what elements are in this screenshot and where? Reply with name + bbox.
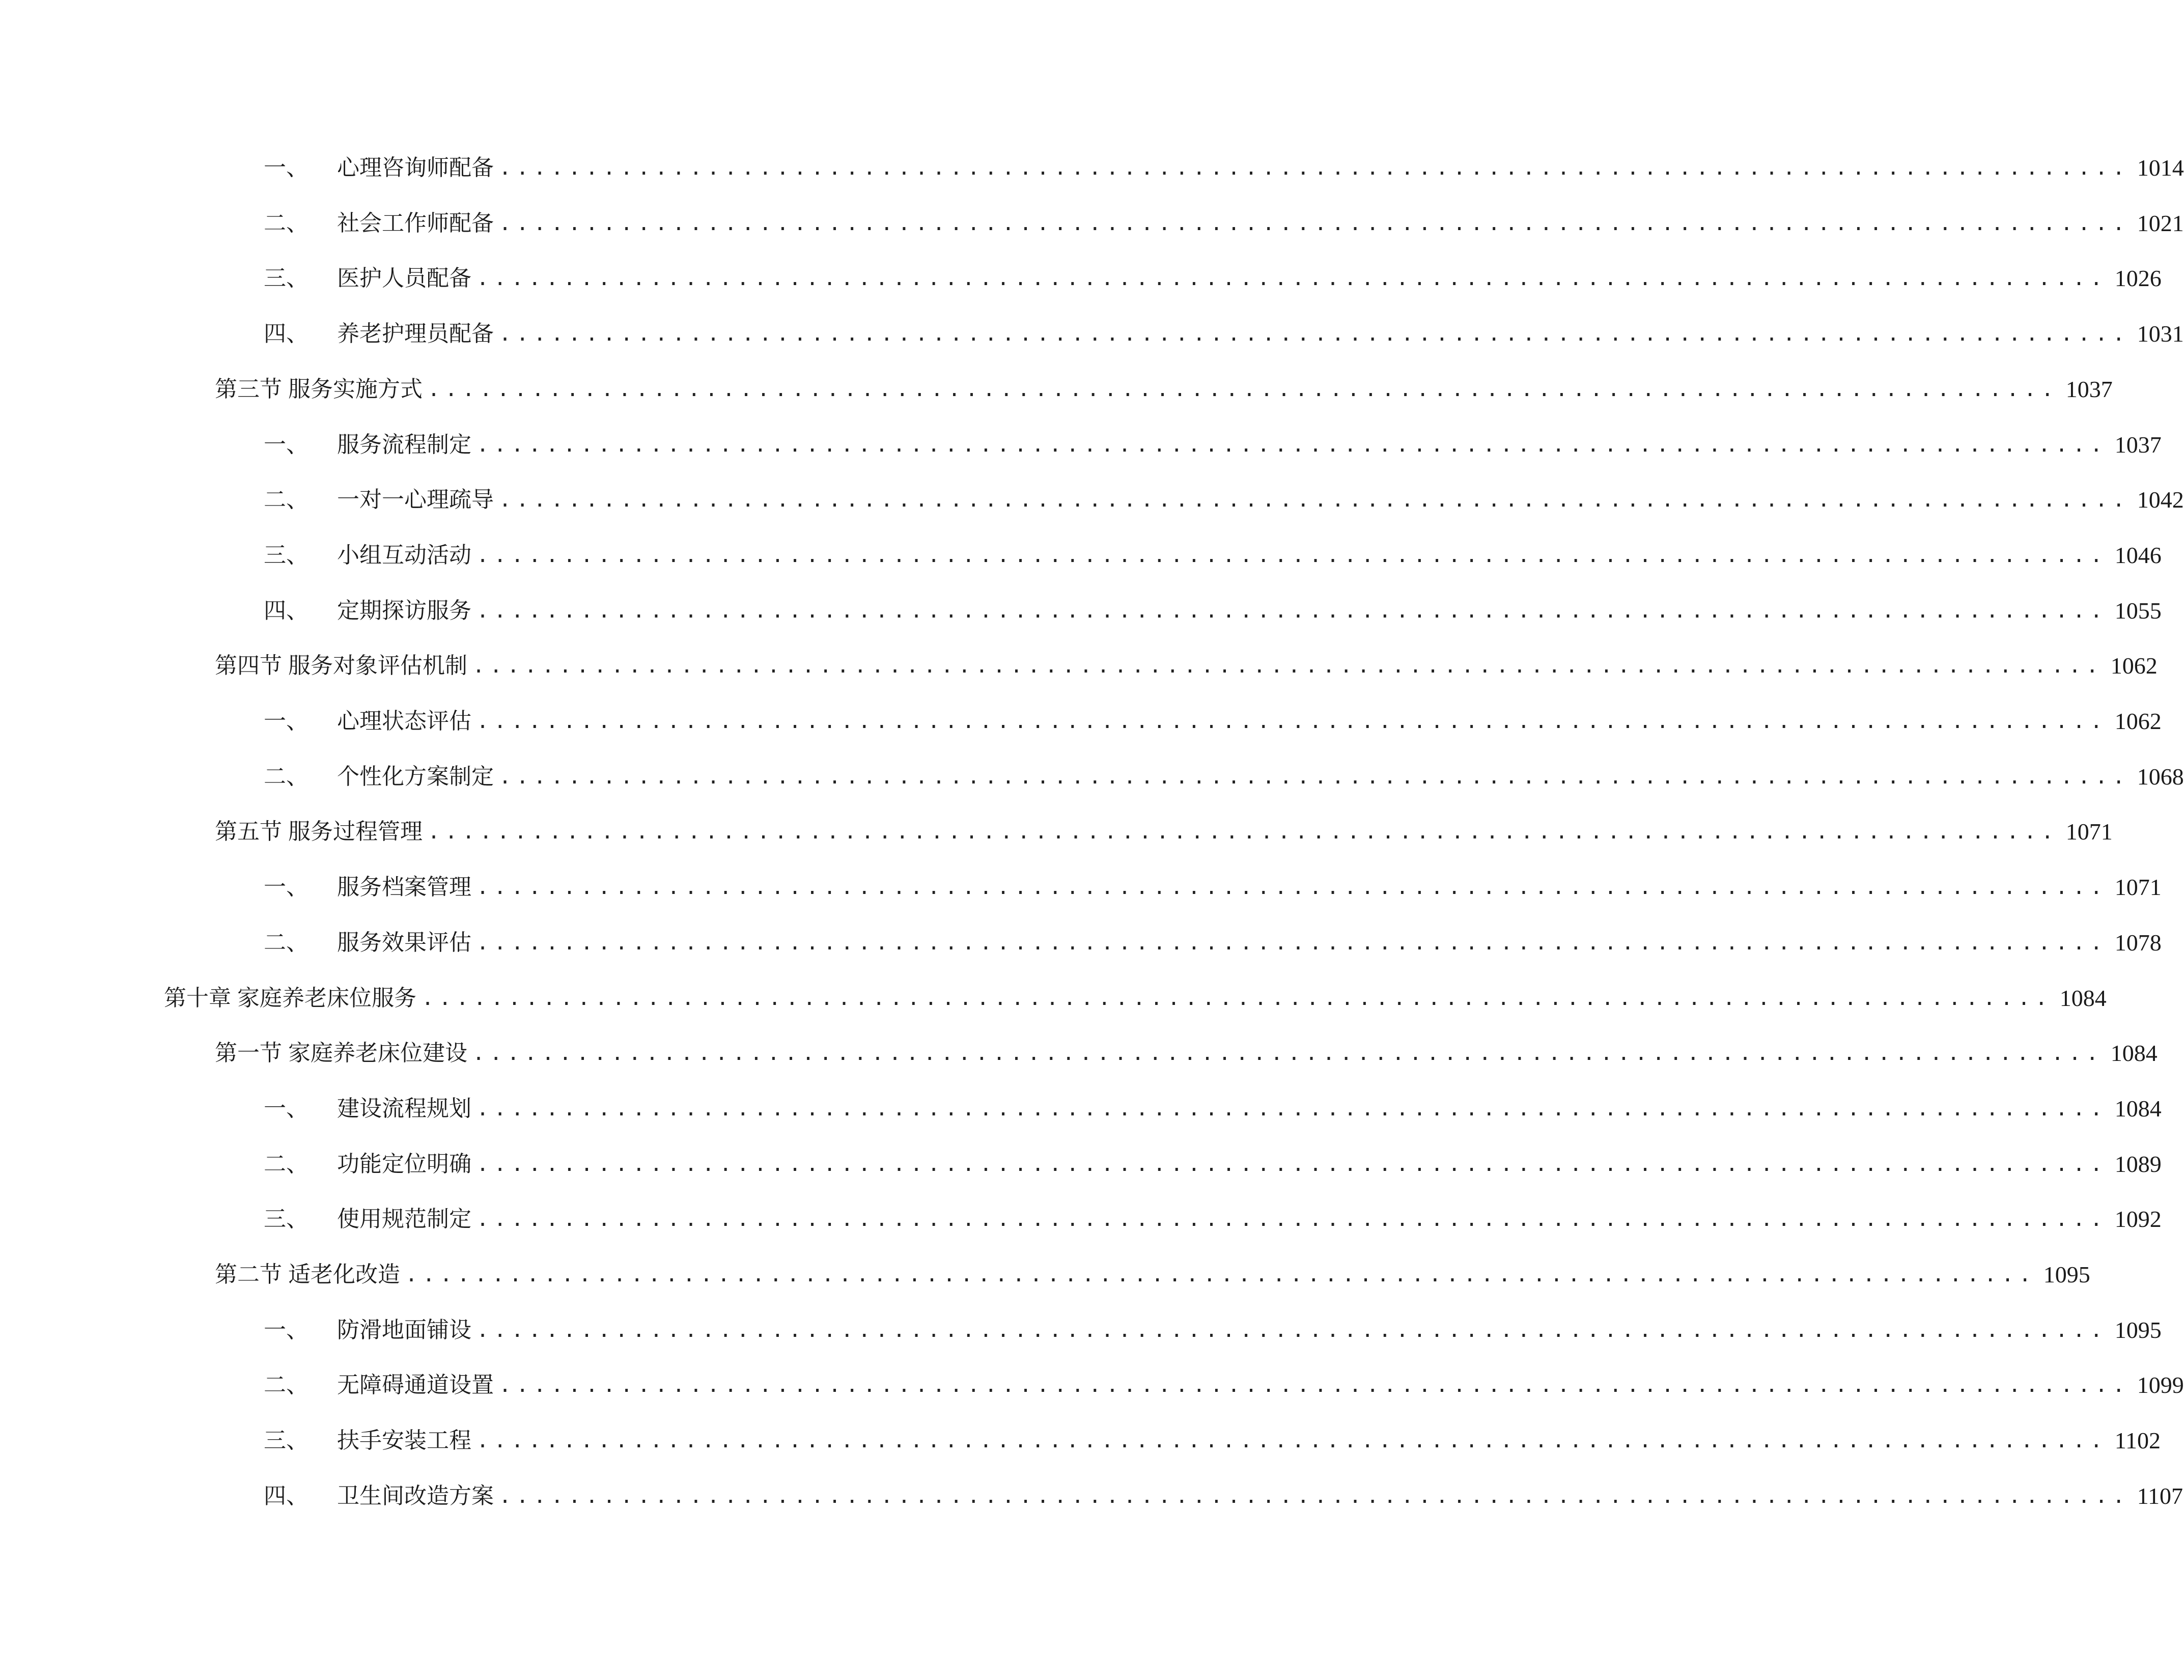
dot-leader: ..............................................................................................	[477, 710, 2108, 733]
entry-page-number: 1078	[2114, 930, 2162, 956]
entry-page-number: 1084	[2059, 985, 2107, 1011]
toc-entry[interactable]	[264, 425, 2162, 465]
toc-entry[interactable]	[264, 867, 2162, 908]
entry-title: 服务实施方式	[288, 376, 423, 402]
entry-page-number: 1084	[2110, 1040, 2158, 1066]
toc-entry[interactable]	[264, 314, 2184, 354]
entry-page-number: 1095	[2114, 1317, 2162, 1343]
dot-leader: ..............................................................................................	[499, 212, 2130, 235]
entry-title: 家庭养老床位建设	[288, 1040, 467, 1066]
entry-number: 一、	[264, 708, 309, 734]
entry-page-number: 1046	[2114, 542, 2162, 568]
entry-title: 个性化方案制定	[337, 764, 494, 790]
entry-number: 第三节	[215, 376, 282, 402]
entry-number: 三、	[264, 1427, 309, 1453]
entry-page-number: 1021	[2137, 210, 2184, 236]
entry-number: 三、	[264, 542, 309, 568]
entry-number: 一、	[264, 1096, 309, 1122]
entry-page-number: 1084	[2114, 1096, 2162, 1122]
dot-leader: ..............................................................................................	[499, 1374, 2130, 1397]
entry-page-number: 1068	[2137, 764, 2184, 790]
entry-title: 建设流程规划	[337, 1096, 471, 1122]
toc-entry[interactable]	[264, 1144, 2162, 1185]
dot-leader: ..............................................................................................	[499, 765, 2130, 789]
entry-title: 扶手安装工程	[337, 1427, 471, 1453]
toc-entry[interactable]	[264, 591, 2162, 631]
entry-page-number: 1014	[2137, 155, 2184, 181]
entry-title: 服务档案管理	[337, 874, 471, 900]
entry-number: 四、	[264, 321, 309, 347]
entry-title: 心理状态评估	[337, 708, 471, 734]
entry-number: 二、	[264, 210, 309, 236]
entry-number: 二、	[264, 930, 309, 956]
toc-entry[interactable]	[264, 1365, 2184, 1406]
dot-leader: ..............................................................................................	[477, 1153, 2108, 1176]
toc-entry[interactable]	[264, 148, 2184, 188]
dot-leader: ..............................................................................................	[405, 1263, 2036, 1286]
entry-title: 心理咨询师配备	[337, 155, 494, 181]
dot-leader: ..............................................................................................	[477, 599, 2108, 623]
entry-title: 功能定位明确	[337, 1151, 471, 1177]
entry-number: 一、	[264, 155, 309, 181]
entry-title: 小组互动活动	[337, 542, 471, 568]
entry-number: 一、	[264, 432, 309, 458]
entry-number: 二、	[264, 1372, 309, 1398]
dot-leader: ..............................................................................................	[477, 267, 2108, 290]
entry-number: 四、	[264, 1483, 309, 1509]
toc-entry[interactable]	[215, 646, 2158, 686]
entry-page-number: 1055	[2114, 598, 2162, 624]
toc-entry[interactable]	[264, 203, 2184, 244]
entry-number: 二、	[264, 764, 309, 790]
entry-page-number: 1062	[2110, 653, 2158, 679]
toc-entry[interactable]	[215, 1254, 2090, 1295]
entry-page-number: 1071	[2114, 874, 2162, 900]
toc-entry[interactable]	[264, 480, 2184, 520]
entry-page-number: 1037	[2065, 376, 2113, 402]
entry-number: 三、	[264, 1206, 309, 1232]
toc-entry[interactable]	[264, 1476, 2183, 1517]
toc-entry[interactable]	[215, 811, 2113, 852]
entry-title: 医护人员配备	[337, 265, 471, 291]
dot-leader: ..............................................................................................	[477, 544, 2108, 567]
entry-title: 使用规范制定	[337, 1206, 471, 1232]
dot-leader: ..............................................................................................	[422, 987, 2053, 1010]
toc-entry[interactable]	[264, 922, 2162, 963]
entry-page-number: 1107	[2137, 1483, 2183, 1509]
dot-leader: ..............................................................................................	[428, 820, 2059, 844]
dot-leader: ..............................................................................................	[428, 378, 2059, 401]
entry-title: 社会工作师配备	[337, 210, 494, 236]
entry-title: 定期探访服务	[337, 598, 471, 624]
toc-entry[interactable]	[215, 369, 2113, 410]
dot-leader: ..............................................................................................	[477, 1208, 2108, 1231]
entry-number: 三、	[264, 265, 309, 291]
dot-leader: ..............................................................................................	[499, 1485, 2130, 1508]
entry-title: 服务流程制定	[337, 432, 471, 458]
entry-title: 防滑地面铺设	[337, 1317, 471, 1343]
toc-entry[interactable]	[264, 1420, 2161, 1461]
toc-entry[interactable]	[264, 1088, 2162, 1129]
entry-title: 适老化改造	[288, 1262, 400, 1287]
entry-number: 四、	[264, 598, 309, 624]
dot-leader: ..............................................................................................	[477, 1319, 2108, 1342]
entry-title: 服务效果评估	[337, 930, 471, 956]
dot-leader: ..............................................................................................	[472, 654, 2104, 678]
toc-entry[interactable]	[264, 1199, 2162, 1240]
toc-entry[interactable]	[264, 1310, 2162, 1351]
entry-page-number: 1037	[2114, 432, 2162, 458]
dot-leader: ..............................................................................................	[499, 156, 2130, 180]
dot-leader: ..............................................................................................	[499, 488, 2130, 512]
entry-number: 第十章	[164, 985, 231, 1011]
entry-page-number: 1026	[2114, 265, 2162, 291]
entry-page-number: 1062	[2114, 708, 2162, 734]
dot-leader: ..............................................................................................	[477, 433, 2108, 457]
entry-title: 服务对象评估机制	[288, 653, 467, 679]
entry-page-number: 1031	[2137, 321, 2184, 347]
entry-title: 服务过程管理	[288, 819, 423, 845]
entry-number: 第一节	[215, 1040, 282, 1066]
entry-number: 二、	[264, 487, 309, 513]
entry-page-number: 1092	[2114, 1206, 2162, 1232]
dot-leader: ..............................................................................................	[477, 1097, 2108, 1121]
entry-title: 养老护理员配备	[337, 321, 494, 347]
entry-page-number: 1095	[2043, 1262, 2090, 1287]
toc-entry[interactable]	[164, 978, 2107, 1019]
entry-title: 家庭养老床位服务	[237, 985, 416, 1011]
dot-leader: ..............................................................................................	[472, 1042, 2104, 1065]
entry-number: 二、	[264, 1151, 309, 1177]
entry-title: 无障碍通道设置	[337, 1372, 494, 1398]
entry-title: 卫生间改造方案	[337, 1483, 494, 1509]
dot-leader: ..............................................................................................	[477, 1429, 2108, 1452]
toc-entry[interactable]	[215, 1033, 2158, 1074]
entry-number: 一、	[264, 1317, 309, 1343]
entry-number: 一、	[264, 874, 309, 900]
dot-leader: ..............................................................................................	[477, 876, 2108, 899]
dot-leader: ..............................................................................................	[477, 931, 2108, 955]
entry-page-number: 1099	[2137, 1372, 2184, 1398]
dot-leader: ..............................................................................................	[499, 322, 2130, 346]
entry-page-number: 1089	[2114, 1151, 2162, 1177]
entry-title: 一对一心理疏导	[337, 487, 494, 513]
entry-number: 第五节	[215, 819, 282, 845]
entry-page-number: 1071	[2065, 819, 2113, 845]
toc-entry[interactable]	[264, 757, 2184, 797]
entry-number: 第二节	[215, 1262, 282, 1287]
toc-entry[interactable]	[264, 701, 2162, 742]
toc-entry[interactable]	[264, 258, 2162, 299]
entry-number: 第四节	[215, 653, 282, 679]
entry-page-number: 1042	[2137, 487, 2184, 513]
entry-page-number: 1102	[2114, 1427, 2161, 1453]
toc-entry[interactable]	[264, 535, 2162, 576]
